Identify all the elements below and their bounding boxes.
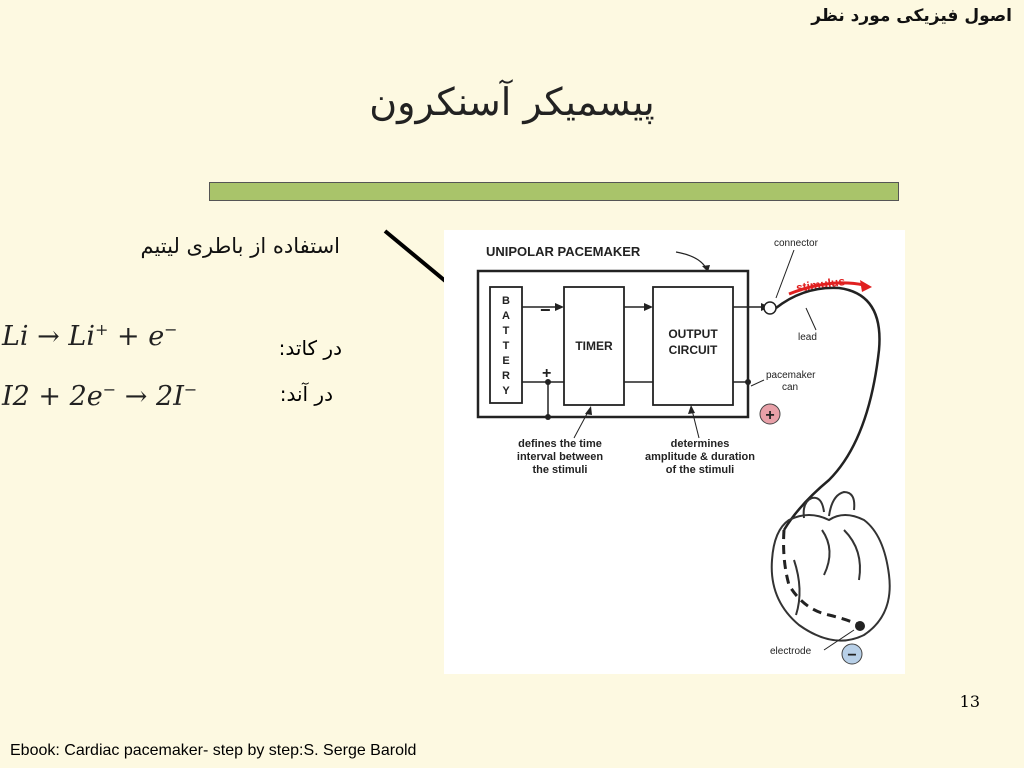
svg-text:+: + <box>765 407 775 424</box>
determines-line-1: determines <box>670 438 730 450</box>
svg-text:B: B <box>502 295 510 307</box>
pacemaker-can-label-2: can <box>782 382 799 393</box>
bullet-text: استفاده از باطری لیتیم <box>140 234 340 258</box>
electrode-tip <box>855 621 865 631</box>
output-label-1: OUTPUT <box>668 327 718 341</box>
svg-text:R: R <box>502 370 510 382</box>
defines-line-1: defines the time <box>518 438 602 450</box>
minus-sign: − <box>540 300 551 320</box>
svg-text:A: A <box>502 310 510 322</box>
plus-sign: + <box>542 365 552 382</box>
svg-text:−: − <box>847 647 857 664</box>
cathode-label: در کاتد: <box>278 336 342 360</box>
footer-source: Ebook: Cardiac pacemaker- step by step:S. Serge Barold <box>10 742 417 759</box>
heart-icon <box>772 492 890 641</box>
eq-lhs: Li <box>2 321 29 352</box>
lead-in-heart <box>784 530 859 625</box>
defines-line-2: interval between <box>516 451 604 463</box>
eq-arrow: → <box>124 381 148 412</box>
cathode-equation: Li → Li+ + e− <box>2 320 178 352</box>
svg-text:T: T <box>502 340 510 352</box>
electrode-label: electrode <box>770 646 812 657</box>
output-label-2: CIRCUIT <box>668 343 718 357</box>
pacemaker-diagram <box>444 230 905 674</box>
eq-arrow: → <box>37 321 60 352</box>
battery-letters <box>502 295 510 397</box>
svg-text:T: T <box>502 325 510 337</box>
svg-text:E: E <box>502 355 510 367</box>
title-underline-bar <box>209 182 899 201</box>
anode-label: در آند: <box>279 382 333 406</box>
header-topic: اصول فیزیکی مورد نظر <box>811 6 1012 26</box>
diagram-title: UNIPOLAR PACEMAKER <box>486 244 641 259</box>
page-number: 13 <box>959 692 980 711</box>
determines-line-2: amplitude & duration <box>645 451 755 463</box>
anode-equation: I2 + 2e− → 2I− <box>2 380 198 412</box>
eq-rhs1: Li <box>68 321 95 352</box>
timer-label: TIMER <box>575 339 613 353</box>
svg-text:Y: Y <box>502 385 510 397</box>
eq-rhs2: e <box>148 321 165 352</box>
lead-wire <box>776 288 880 530</box>
stimulus-label: stimulus <box>795 274 846 295</box>
eq-rhs: 2I <box>156 381 184 412</box>
lead-label: lead <box>798 332 817 343</box>
pacemaker-can-label-1: pacemaker <box>766 370 816 381</box>
defines-line-3: the stimuli <box>532 464 588 476</box>
connector-label: connector <box>774 238 818 249</box>
eq-lhs: I2 + 2e <box>2 381 103 412</box>
connector-icon <box>764 302 776 314</box>
eq-plus: + <box>116 321 140 352</box>
determines-line-3: of the stimuli <box>665 464 735 476</box>
slide-title: پیسمیکر آسنکرون <box>369 80 655 124</box>
